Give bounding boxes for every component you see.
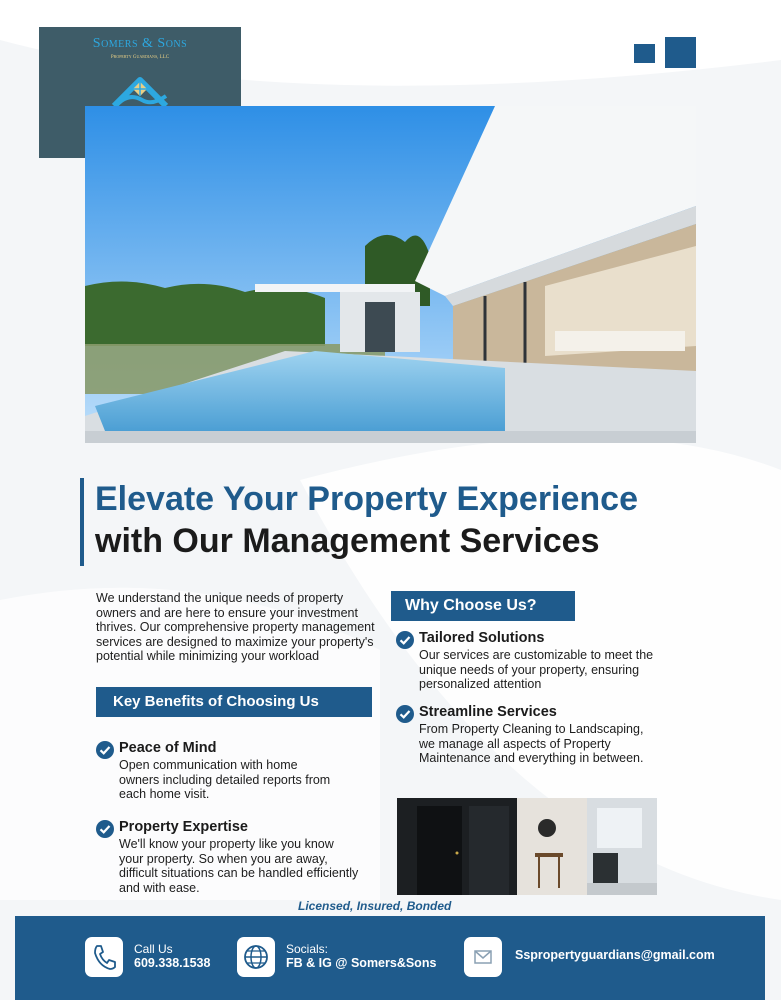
why-text: From Property Cleaning to Landscaping, we manage all aspects of Property Maintenance and everything in between. [419,722,644,765]
logo-company-name: Somers & Sons [92,36,188,51]
decor-square-small [634,44,655,63]
contact-footer [15,916,765,1000]
benefit-text: Open communication with home owners including detailed reports from each home visit. [119,758,331,801]
key-benefits-heading: Key Benefits of Choosing Us [96,687,372,717]
logo-subtitle: Property Guardians, LLC [110,55,170,60]
check-circle-icon [396,705,414,723]
licensed-insured-bonded: Licensed, Insured, Bonded [298,899,452,913]
mail-icon [464,937,502,977]
decor-square-large [665,37,696,68]
intro-paragraph: We understand the unique needs of property owners and are here to ensure your investment thrives. Our comprehensive property management services are designed to maximize your property's potential while minimizing your workload [96,591,375,663]
why-choose-heading: Why Choose Us? [391,591,575,621]
call-us-block[interactable] [134,942,210,970]
check-circle-icon [396,631,414,649]
hero-house-image [85,106,696,443]
socials-handle: FB & IG @ Somers&Sons [286,956,437,970]
call-label: Call Us [134,942,173,956]
why-title: Streamline Services [419,704,557,720]
benefit-title: Peace of Mind [119,740,217,756]
why-title: Tailored Solutions [419,630,545,646]
benefit-text: We'll know your property like you know your property. So when you are away, difficult situations can be handled efficiently and with ease. [119,837,359,895]
headline-accent-bar [80,478,84,566]
phone-icon-box[interactable] [85,937,123,977]
headline-line-2: with Our Management Services [95,522,600,560]
call-number: 609.338.1538 [134,956,211,970]
globe-icon [237,937,275,977]
headline-line-1: Elevate Your Property Experience [95,480,638,518]
interior-photo-collage [397,798,657,895]
socials-label: Socials: [286,942,329,956]
socials-block[interactable] [286,942,436,970]
benefit-title: Property Expertise [119,819,248,835]
email-address: Sspropertyguardians@gmail.com [515,948,715,962]
check-circle-icon [96,741,114,759]
mail-icon-box[interactable] [464,937,502,977]
globe-icon-box[interactable] [237,937,275,977]
phone-icon [85,937,123,977]
page-headline [95,478,735,562]
email-block[interactable] [515,948,715,962]
why-text: Our services are customizable to meet the unique needs of your property, ensuring personalized attention [419,648,654,691]
house-logo-icon [108,66,172,110]
check-circle-icon [96,820,114,838]
